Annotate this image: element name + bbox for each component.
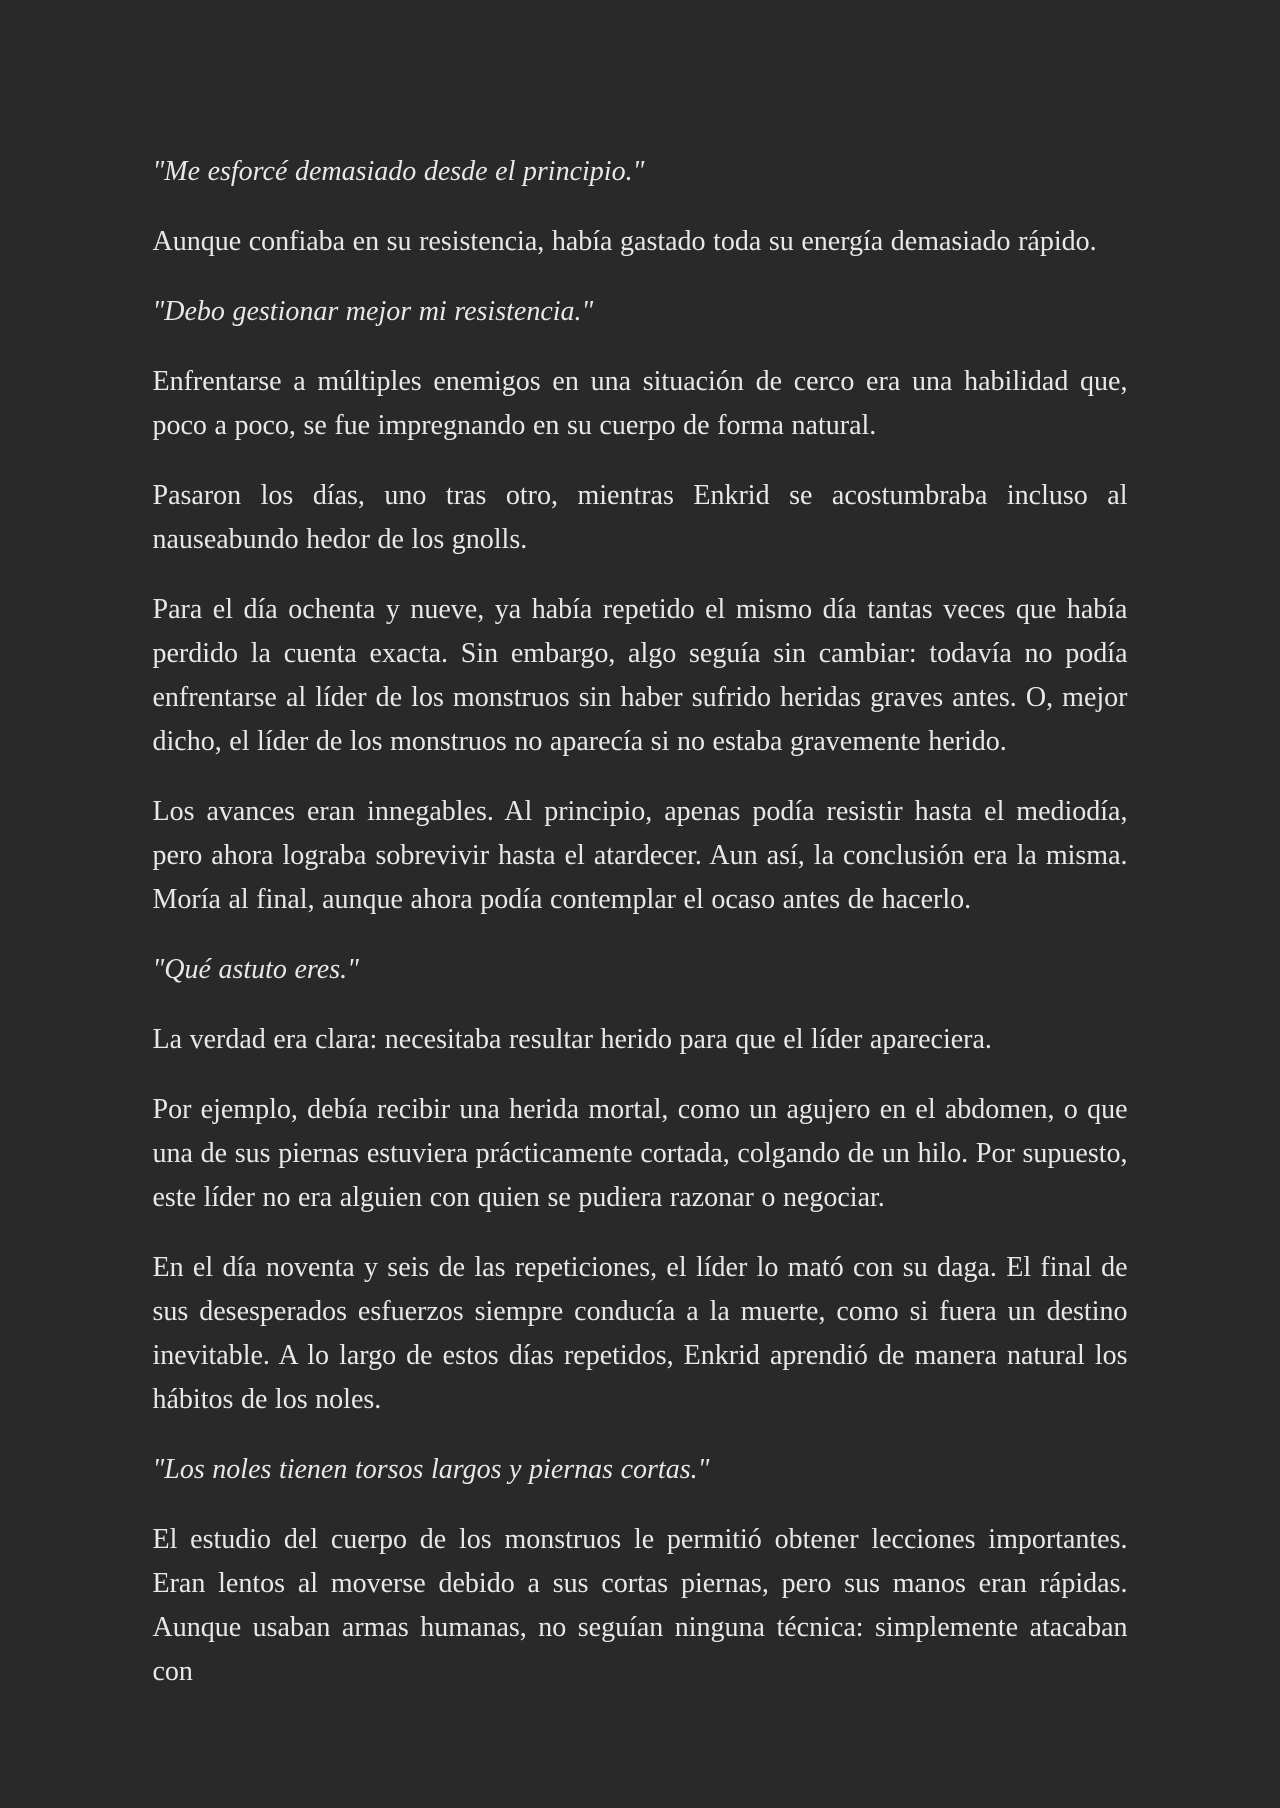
body-paragraph: Pasaron los días, uno tras otro, mientras Enkrid se acostumbraba incluso al nauseabundo hedor de los gnolls. (152, 480, 1128, 555)
quote-paragraph: "Los noles tienen torsos largos y piernas cortas." (152, 1454, 710, 1485)
body-paragraph: Aunque confiaba en su resistencia, había gastado toda su energía demasiado rápido. (152, 226, 1097, 257)
reader-content (153, 0, 1128, 1694)
body-paragraph: El estudio del cuerpo de los monstruos le permitió obtener lecciones importantes. Eran lentos al moverse debido a sus cortas piernas, pero sus manos eran rápidas. Aunque usaban armas humanas, no seguían ninguna técnica: simplemente atacaban con (152, 1524, 1128, 1687)
body-paragraph: En el día noventa y seis de las repeticiones, el líder lo mató con su daga. El final de sus desesperados esfuerzos siempre conducía a la muerte, como si fuera un destino inevitable. A lo largo de estos días repetidos, Enkrid aprendió de manera natural los hábitos de los noles. (152, 1252, 1128, 1415)
body-paragraph: La verdad era clara: necesitaba resultar herido para que el líder apareciera. (152, 1024, 992, 1055)
body-paragraph: Por ejemplo, debía recibir una herida mortal, como un agujero en el abdomen, o que una de sus piernas estuviera prácticamente cortada, colgando de un hilo. Por supuesto, este líder no era alguien con quien se pudiera razonar o negociar. (152, 1094, 1128, 1213)
quote-paragraph: "Me esforcé demasiado desde el principio." (152, 156, 645, 187)
body-paragraph: Para el día ochenta y nueve, ya había repetido el mismo día tantas veces que había perdido la cuenta exacta. Sin embargo, algo seguía sin cambiar: todavía no podía enfrentarse al líder de los monstruos sin haber sufrido heridas graves antes. O, mejor dicho, el líder de los monstruos no aparecía si no estaba gravemente herido. (152, 594, 1128, 757)
body-paragraph: Los avances eran innegables. Al principio, apenas podía resistir hasta el mediodía, pero ahora lograba sobrevivir hasta el atardecer. Aun así, la conclusión era la misma. Moría al final, aunque ahora podía contemplar el ocaso antes de hacerlo. (152, 796, 1128, 915)
quote-paragraph: "Debo gestionar mejor mi resistencia." (152, 296, 594, 327)
quote-paragraph: "Qué astuto eres." (152, 954, 359, 985)
body-paragraph: Enfrentarse a múltiples enemigos en una situación de cerco era una habilidad que, poco a poco, se fue impregnando en su cuerpo de forma natural. (152, 366, 1128, 441)
